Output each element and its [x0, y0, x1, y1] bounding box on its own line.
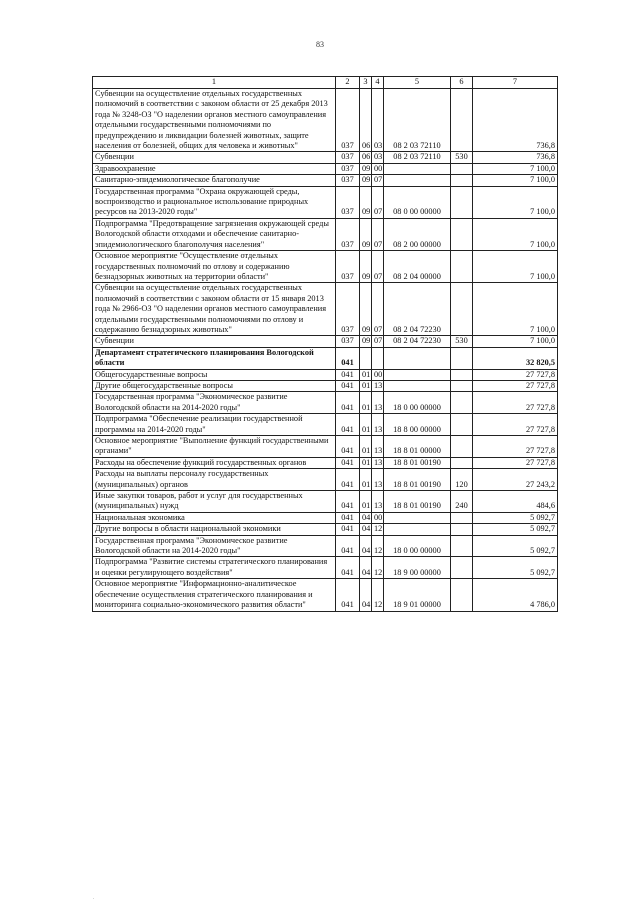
cell-name: Общегосударственные вопросы — [93, 369, 336, 380]
cell-department-code: 037 — [336, 89, 360, 152]
cell-expense-type — [451, 89, 473, 152]
table-row — [93, 392, 558, 414]
cell-expense-type — [451, 186, 473, 218]
cell-subsection: 13 — [372, 491, 384, 513]
table-row — [93, 218, 558, 250]
cell-expense-type — [451, 535, 473, 557]
table-row — [93, 380, 558, 391]
cell-target-article: 18 9 01 00000 — [384, 579, 451, 611]
cell-target-article — [384, 369, 451, 380]
cell-expense-type — [451, 512, 473, 523]
cell-amount: 5 092,7 — [473, 557, 558, 579]
cell-amount: 7 100,0 — [473, 336, 558, 347]
cell-department-code: 041 — [336, 524, 360, 535]
cell-section: 01 — [360, 436, 372, 458]
table-row — [93, 436, 558, 458]
cell-amount: 7 100,0 — [473, 186, 558, 218]
header-col-1: 1 — [93, 77, 336, 89]
cell-expense-type — [451, 163, 473, 174]
cell-department-code: 037 — [336, 336, 360, 347]
cell-section: 04 — [360, 524, 372, 535]
cell-amount: 27 727,8 — [473, 414, 558, 436]
cell-amount: 32 820,5 — [473, 347, 558, 369]
cell-expense-type — [451, 347, 473, 369]
table-row — [93, 524, 558, 535]
cell-target-article — [384, 163, 451, 174]
table-row — [93, 369, 558, 380]
cell-target-article: 18 8 01 00190 — [384, 491, 451, 513]
cell-name: Подпрограмма "Предотвращение загрязнения окружающей среды Вологодской области отходами и обеспечение санитарно-эпидемиологического благополучия населения" — [93, 218, 336, 250]
cell-expense-type — [451, 436, 473, 458]
table-row — [93, 491, 558, 513]
cell-amount: 736,8 — [473, 152, 558, 163]
table-row — [93, 152, 558, 163]
cell-department-code: 041 — [336, 457, 360, 468]
cell-subsection: 07 — [372, 336, 384, 347]
cell-amount: 7 100,0 — [473, 251, 558, 283]
cell-name: Иные закупки товаров, работ и услуг для государственных (муниципальных) нужд — [93, 491, 336, 513]
cell-department-code: 037 — [336, 152, 360, 163]
cell-expense-type — [451, 380, 473, 391]
cell-subsection: 13 — [372, 469, 384, 491]
cell-section: 04 — [360, 557, 372, 579]
cell-target-article — [384, 512, 451, 523]
cell-section: 01 — [360, 392, 372, 414]
cell-name: Государственная программа "Экономическое развитие Вологодской области на 2014-2020 годы" — [93, 535, 336, 557]
cell-expense-type — [451, 369, 473, 380]
table-row — [93, 186, 558, 218]
cell-amount: 7 100,0 — [473, 175, 558, 186]
cell-subsection: 12 — [372, 535, 384, 557]
cell-name: Субвенции — [93, 336, 336, 347]
cell-expense-type — [451, 283, 473, 336]
cell-section: 06 — [360, 152, 372, 163]
cell-name: Основное мероприятие "Информационно-аналитическое обеспечение осуществления стратегического планирования и мониторинга социально-экономического развития области" — [93, 579, 336, 611]
cell-section: 06 — [360, 89, 372, 152]
table-row — [93, 457, 558, 468]
cell-target-article: 18 0 00 00000 — [384, 535, 451, 557]
cell-amount: 7 100,0 — [473, 163, 558, 174]
cell-department-code: 037 — [336, 218, 360, 250]
cell-target-article: 08 2 04 00000 — [384, 251, 451, 283]
cell-section: 01 — [360, 469, 372, 491]
cell-name: Государственная программа "Охрана окружающей среды, воспроизводство и рациональное использование природных ресурсов на 2013-2020 годы" — [93, 186, 336, 218]
cell-subsection: 00 — [372, 369, 384, 380]
cell-target-article: 18 0 00 00000 — [384, 392, 451, 414]
cell-expense-type — [451, 524, 473, 535]
header-col-6: 6 — [451, 77, 473, 89]
cell-amount: 7 100,0 — [473, 218, 558, 250]
cell-section: 09 — [360, 163, 372, 174]
cell-name: Субвенции на осуществление отдельных государственных полномочий в соответствии с законом области от 25 декабря 2013 года № 3248-ОЗ "О наделении органов местного самоуправления отдельными государственными полномочиями по предупреждению и ликвидации болезней животных, защите населения от болезней, общих для человека и животных" — [93, 89, 336, 152]
cell-expense-type — [451, 579, 473, 611]
table-row — [93, 414, 558, 436]
cell-subsection: 12 — [372, 524, 384, 535]
cell-expense-type — [451, 175, 473, 186]
cell-target-article: 18 8 01 00190 — [384, 457, 451, 468]
cell-section — [360, 347, 372, 369]
scan-mark: . — [93, 896, 95, 901]
header-col-3: 3 — [360, 77, 372, 89]
cell-expense-type: 530 — [451, 336, 473, 347]
cell-section: 01 — [360, 380, 372, 391]
cell-expense-type — [451, 218, 473, 250]
cell-amount: 5 092,7 — [473, 535, 558, 557]
cell-target-article: 08 2 03 72110 — [384, 89, 451, 152]
cell-name: Основное мероприятие "Осуществление отдельных государственных полномочий по отлову и содержанию безнадзорных животных на территории области" — [93, 251, 336, 283]
cell-subsection: 07 — [372, 186, 384, 218]
cell-section: 09 — [360, 251, 372, 283]
cell-amount: 27 727,8 — [473, 392, 558, 414]
cell-subsection: 13 — [372, 414, 384, 436]
cell-section: 09 — [360, 336, 372, 347]
cell-amount: 484,6 — [473, 491, 558, 513]
cell-department-code: 041 — [336, 491, 360, 513]
cell-name: Санитарно-эпидемиологическое благополучие — [93, 175, 336, 186]
header-col-5: 5 — [384, 77, 451, 89]
cell-subsection: 13 — [372, 380, 384, 391]
cell-target-article — [384, 524, 451, 535]
header-col-7: 7 — [473, 77, 558, 89]
cell-subsection: 07 — [372, 218, 384, 250]
table-row — [93, 163, 558, 174]
cell-subsection: 13 — [372, 392, 384, 414]
cell-expense-type: 530 — [451, 152, 473, 163]
cell-department-code: 041 — [336, 535, 360, 557]
cell-department-code: 037 — [336, 163, 360, 174]
cell-subsection: 07 — [372, 175, 384, 186]
cell-subsection: 12 — [372, 579, 384, 611]
cell-subsection: 07 — [372, 251, 384, 283]
page-number: 83 — [316, 40, 324, 49]
cell-name: Расходы на обеспечение функций государственных органов — [93, 457, 336, 468]
cell-subsection: 13 — [372, 436, 384, 458]
cell-target-article: 08 2 03 72110 — [384, 152, 451, 163]
cell-target-article: 18 9 00 00000 — [384, 557, 451, 579]
cell-target-article: 08 2 04 72230 — [384, 283, 451, 336]
cell-subsection: 12 — [372, 557, 384, 579]
cell-amount: 7 100,0 — [473, 283, 558, 336]
cell-name: Департамент стратегического планирования Вологодской области — [93, 347, 336, 369]
cell-subsection — [372, 347, 384, 369]
cell-department-code: 041 — [336, 579, 360, 611]
cell-expense-type — [451, 414, 473, 436]
cell-name: Расходы на выплаты персоналу государственных (муниципальных) органов — [93, 469, 336, 491]
table-row — [93, 89, 558, 152]
cell-section: 04 — [360, 535, 372, 557]
cell-amount: 27 727,8 — [473, 436, 558, 458]
cell-department-code: 041 — [336, 369, 360, 380]
cell-section: 04 — [360, 579, 372, 611]
cell-department-code: 041 — [336, 557, 360, 579]
table-row — [93, 283, 558, 336]
cell-section: 09 — [360, 283, 372, 336]
cell-department-code: 037 — [336, 186, 360, 218]
cell-amount: 5 092,7 — [473, 512, 558, 523]
table-row — [93, 336, 558, 347]
budget-table — [92, 76, 558, 612]
cell-expense-type — [451, 392, 473, 414]
cell-section: 09 — [360, 218, 372, 250]
cell-target-article: 18 8 00 00000 — [384, 414, 451, 436]
cell-subsection: 13 — [372, 457, 384, 468]
cell-department-code: 041 — [336, 436, 360, 458]
cell-amount: 27 243,2 — [473, 469, 558, 491]
cell-target-article: 18 8 01 00000 — [384, 436, 451, 458]
cell-name: Другие вопросы в области национальной экономики — [93, 524, 336, 535]
cell-department-code: 041 — [336, 347, 360, 369]
cell-subsection: 03 — [372, 152, 384, 163]
header-col-2: 2 — [336, 77, 360, 89]
cell-name: Подпрограмма "Обеспечение реализации государственной программы на 2014-2020 годы" — [93, 414, 336, 436]
cell-expense-type: 120 — [451, 469, 473, 491]
cell-amount: 27 727,8 — [473, 369, 558, 380]
cell-expense-type — [451, 457, 473, 468]
cell-target-article — [384, 175, 451, 186]
header-col-4: 4 — [372, 77, 384, 89]
table-header-row — [93, 77, 558, 89]
cell-section: 01 — [360, 414, 372, 436]
table-row — [93, 347, 558, 369]
cell-name: Другие общегосударственные вопросы — [93, 380, 336, 391]
cell-subsection: 03 — [372, 89, 384, 152]
cell-section: 04 — [360, 512, 372, 523]
cell-name: Субвенции на осуществление отдельных государственных полномочий в соответствии с законом области от 15 января 2013 года № 2966-ОЗ "О наделении органов местного самоуправления отдельными государственными полномочиями по отлову и содержанию безнадзорных животных" — [93, 283, 336, 336]
cell-target-article — [384, 347, 451, 369]
cell-name: Субвенции — [93, 152, 336, 163]
cell-department-code: 041 — [336, 414, 360, 436]
cell-target-article — [384, 380, 451, 391]
cell-expense-type — [451, 557, 473, 579]
table-row — [93, 469, 558, 491]
cell-subsection: 07 — [372, 283, 384, 336]
cell-section: 09 — [360, 186, 372, 218]
table-row — [93, 557, 558, 579]
table-row — [93, 175, 558, 186]
cell-amount: 4 786,0 — [473, 579, 558, 611]
cell-name: Здравоохранение — [93, 163, 336, 174]
cell-name: Подпрограмма "Развитие системы стратегического планирования и оценки регулирующего воздействия" — [93, 557, 336, 579]
cell-expense-type: 240 — [451, 491, 473, 513]
cell-section: 01 — [360, 369, 372, 380]
cell-target-article: 08 2 04 72230 — [384, 336, 451, 347]
table-row — [93, 251, 558, 283]
cell-department-code: 037 — [336, 175, 360, 186]
cell-section: 01 — [360, 491, 372, 513]
cell-name: Основное мероприятие "Выполнение функций государственными органами" — [93, 436, 336, 458]
cell-department-code: 041 — [336, 380, 360, 391]
cell-amount: 5 092,7 — [473, 524, 558, 535]
cell-department-code: 037 — [336, 283, 360, 336]
cell-target-article: 18 8 01 00190 — [384, 469, 451, 491]
cell-subsection: 00 — [372, 163, 384, 174]
cell-section: 01 — [360, 457, 372, 468]
cell-amount: 27 727,8 — [473, 380, 558, 391]
cell-department-code: 037 — [336, 251, 360, 283]
cell-name: Национальная экономика — [93, 512, 336, 523]
table-body — [93, 77, 558, 612]
cell-section: 09 — [360, 175, 372, 186]
cell-amount: 736,8 — [473, 89, 558, 152]
cell-expense-type — [451, 251, 473, 283]
cell-target-article: 08 0 00 00000 — [384, 186, 451, 218]
table-row — [93, 512, 558, 523]
table-row — [93, 535, 558, 557]
cell-target-article: 08 2 00 00000 — [384, 218, 451, 250]
cell-subsection: 00 — [372, 512, 384, 523]
table-row — [93, 579, 558, 611]
cell-name: Государственная программа "Экономическое развитие Вологодской области на 2014-2020 годы" — [93, 392, 336, 414]
cell-department-code: 041 — [336, 392, 360, 414]
cell-department-code: 041 — [336, 512, 360, 523]
cell-amount: 27 727,8 — [473, 457, 558, 468]
cell-department-code: 041 — [336, 469, 360, 491]
